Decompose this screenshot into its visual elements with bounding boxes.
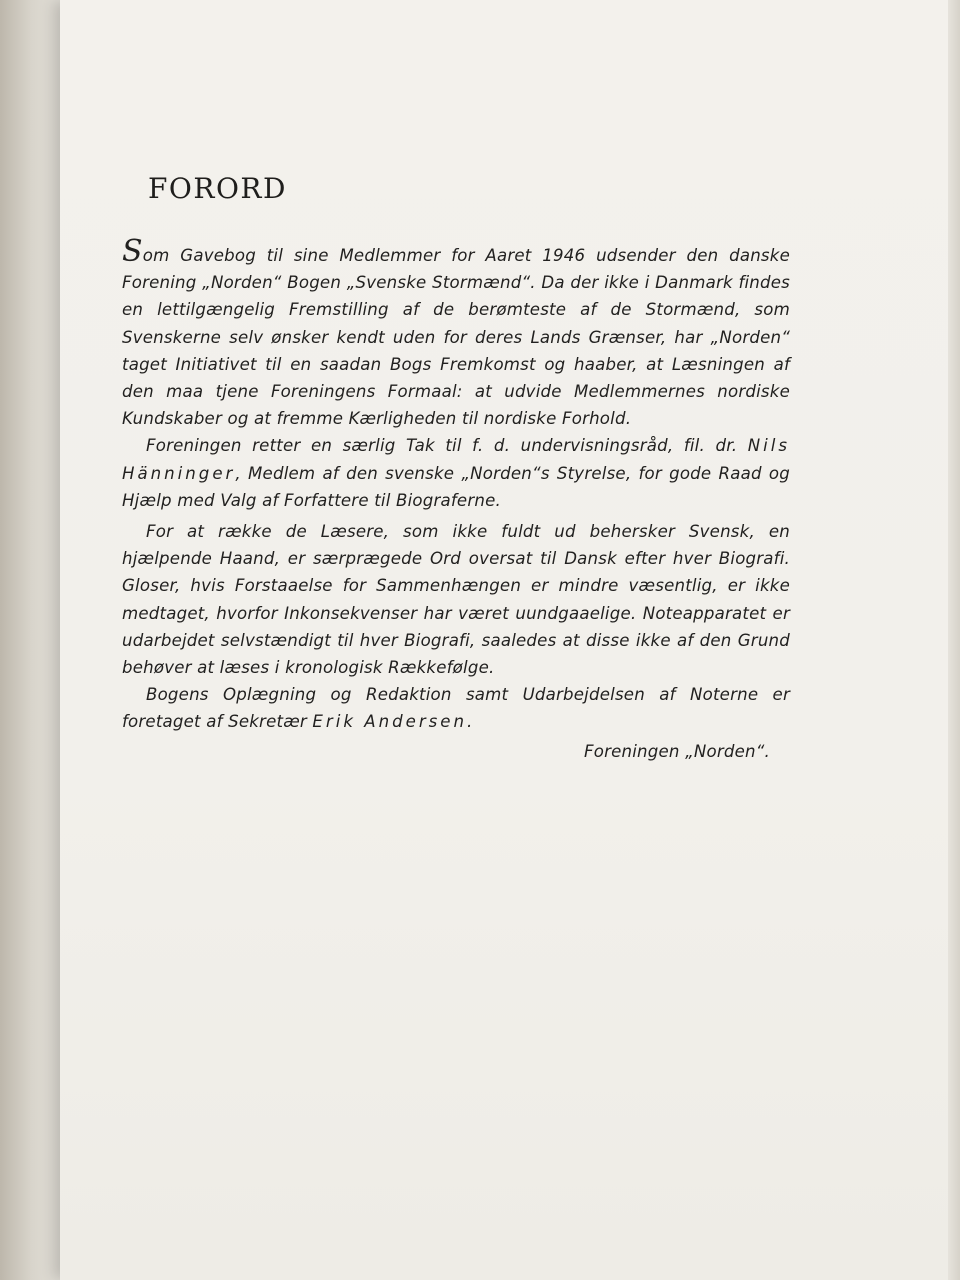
person-name: Erik Andersen xyxy=(312,712,468,732)
signature: Foreningen „Norden“. xyxy=(583,741,770,761)
paragraph-4 xyxy=(122,681,790,735)
paragraph-text: Foreningen retter en særlig Tak til f. d. undervisningsråd, fil. dr. xyxy=(146,436,748,456)
paragraph-3 xyxy=(122,518,790,681)
paragraph-text: For at række de Læsere, som ikke fuldt ud behersker Svensk, en hjælpende Haand, er særprægede Ord oversat til Dansk efter hver Biografi. Gloser, hvis Forstaaelse for Sammenhængen er mindre væsentlig, er ikke medtaget, hvorfor Inkonsekvenser har været uundgaaelige. Noteapparatet er udarbejdet selvstændigt til hver Biografi, saaledes at disse ikke af den Grund behøver at læses i kronologisk Rækkefølge. xyxy=(122,522,790,678)
bleed-through-text xyxy=(112,60,412,88)
drop-cap: S xyxy=(122,234,143,269)
page-edge xyxy=(948,0,960,1280)
foreword-body xyxy=(122,234,790,765)
paragraph-text: om Gavebog til sine Medlemmer for Aaret 1946 udsender den danske Forening „Norden“ Bogen „Svenske Stormænd“. Da der ikke i Danmark findes en lettilgængelig Fremstilling af de berømteste af de Stormænd, som Svenskerne selv ønsker kendt uden for deres Lands Grænser, har „Norden“ taget Initiativet til en saadan Bogs Fremkomst og haaber, at Læsningen af den maa tjene Foreningens Formaal: at udvide Medlemmernes nordiske Kundskaber og at fremme Kærligheden til nordiske Forhold. xyxy=(122,246,790,429)
paragraph-2 xyxy=(122,432,790,514)
paragraph-text: , Medlem af den svenske „Norden“s Styrelse, for gode Raad og Hjælp med Valg af Forfattere til Biograferne. xyxy=(122,463,790,510)
paragraph-1 xyxy=(122,234,790,432)
person-name: Nils Hänninger xyxy=(122,436,790,483)
paragraph-text: . xyxy=(467,712,473,732)
bleed-through-text xyxy=(590,200,790,230)
page-title: FORORD xyxy=(148,172,287,205)
paragraph-text: Bogens Oplægning og Redaktion samt Udarbejdelsen af Noterne er foretaget af Sekretær xyxy=(122,685,790,732)
